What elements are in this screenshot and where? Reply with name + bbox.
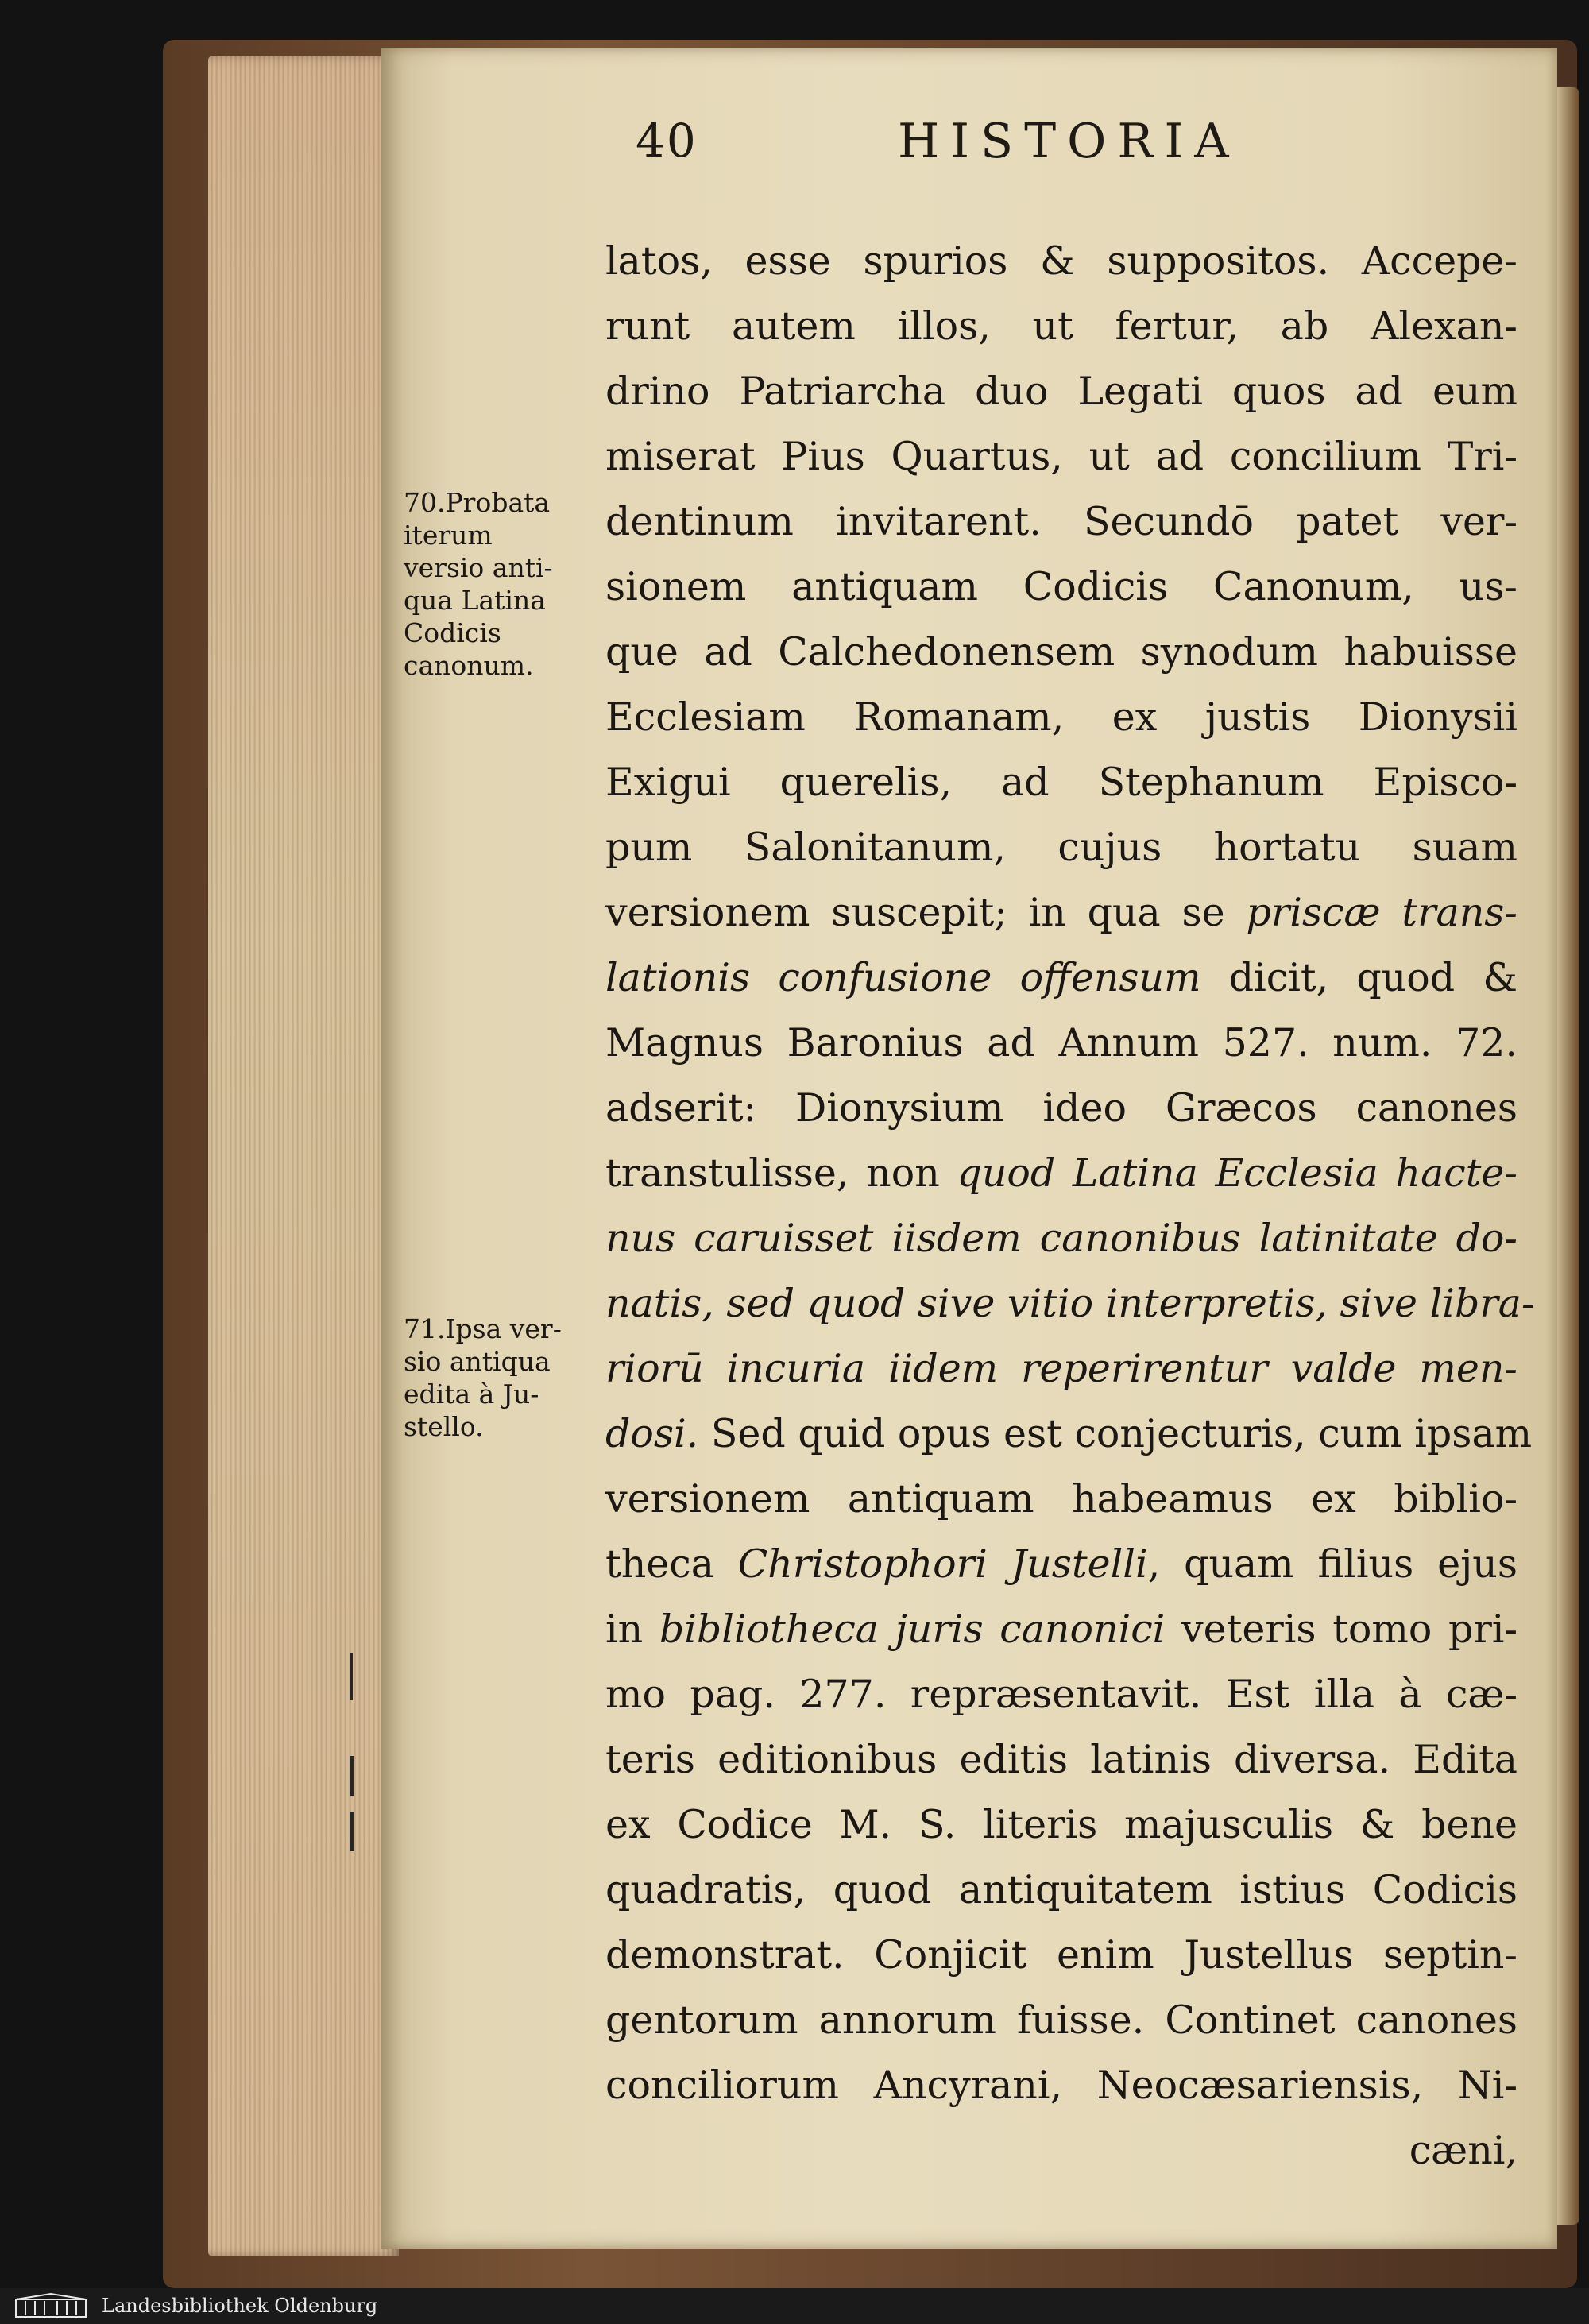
italic-text: priscæ trans- bbox=[1246, 890, 1517, 935]
text-line bbox=[605, 880, 1517, 945]
gutter-mark bbox=[350, 1653, 353, 1700]
italic-text: riorū incuria iidem reperirentur valde men- bbox=[605, 1346, 1517, 1391]
text-line: Magnus Baronius ad Annum 527. num. 72. bbox=[605, 1020, 1517, 1065]
roman-text: theca bbox=[605, 1541, 738, 1587]
text-line bbox=[605, 1336, 1517, 1402]
text-line: cæni, bbox=[1409, 2128, 1517, 2173]
italic-text: quod Latina Ecclesia hacte- bbox=[957, 1150, 1517, 1196]
page-edges-tint bbox=[208, 56, 399, 2256]
text-line: versionem antiquam habeamus ex biblio- bbox=[605, 1476, 1517, 1522]
text-line bbox=[605, 1597, 1517, 1662]
margin-note-line: edita à Ju- bbox=[404, 1379, 539, 1409]
body-text bbox=[605, 229, 1535, 2183]
margin-note-line: sio antiqua bbox=[404, 1346, 551, 1377]
margin-note-70 bbox=[404, 486, 602, 682]
roman-text: versionem suscepit; in qua se bbox=[605, 890, 1247, 935]
gutter-mark bbox=[350, 1812, 354, 1851]
text-line: sionem antiquam Codicis Canonum, us- bbox=[605, 564, 1517, 609]
text-line bbox=[605, 945, 1517, 1011]
text-line bbox=[605, 1141, 1517, 1206]
italic-text: Christophori Justelli bbox=[737, 1541, 1148, 1587]
book-right-edge bbox=[1557, 87, 1579, 2225]
margin-note-line: Codicis bbox=[404, 617, 501, 648]
margin-note-line: 70.Probata bbox=[404, 487, 551, 518]
library-building-icon bbox=[14, 2293, 87, 2318]
margin-note-line: versio anti- bbox=[404, 552, 553, 583]
margin-note-line: qua Latina bbox=[404, 585, 546, 616]
roman-text: in bbox=[605, 1607, 659, 1652]
text-line: pum Salonitanum, cujus hortatu suam bbox=[605, 825, 1517, 870]
roman-text: , quam filius ejus bbox=[1147, 1541, 1517, 1587]
text-line: conciliorum Ancyrani, Neocæsariensis, Ni- bbox=[605, 2063, 1517, 2108]
text-line bbox=[605, 1271, 1535, 1336]
text-line bbox=[605, 1402, 1533, 1467]
text-line: que ad Calchedonensem synodum habuisse bbox=[605, 629, 1517, 675]
text-line: demonstrat. Conjicit enim Justellus septin- bbox=[605, 1932, 1517, 1978]
library-name: Landesbibliothek Oldenburg bbox=[102, 2295, 378, 2317]
text-line: ex Codice M. S. literis majusculis & bene bbox=[605, 1802, 1517, 1847]
page-number: 40 bbox=[636, 114, 698, 168]
text-line: dentinum invitarent. Secundō patet ver- bbox=[605, 499, 1517, 544]
margin-note bbox=[404, 1313, 602, 1443]
italic-text: natis, sed quod sive vitio interpretis, sive libra- bbox=[605, 1281, 1535, 1326]
text-line: teris editionibus editis latinis diversa. Edita bbox=[605, 1737, 1517, 1782]
roman-text: veteris tomo pri- bbox=[1165, 1607, 1517, 1652]
margin-note bbox=[404, 486, 602, 682]
italic-text: bibliotheca juris canonici bbox=[659, 1607, 1166, 1652]
text-line: miserat Pius Quartus, ut ad concilium Tri- bbox=[605, 434, 1517, 479]
text-line bbox=[605, 1206, 1517, 1271]
margin-note-line: canonum. bbox=[404, 650, 534, 681]
text-line: quadratis, quod antiquitatem istius Codicis bbox=[605, 1867, 1517, 1912]
gutter-mark bbox=[350, 1756, 354, 1796]
italic-text: lationis confusione offensum bbox=[605, 955, 1201, 1000]
text-line: gentorum annorum fuisse. Continet canones bbox=[605, 1997, 1517, 2043]
text-line: Ecclesiam Romanam, ex justis Dionysii bbox=[605, 694, 1517, 740]
text-line: runt autem illos, ut fertur, ab Alexan- bbox=[605, 304, 1517, 349]
roman-text: dicit, quod & bbox=[1200, 955, 1517, 1000]
roman-text: transtulisse, non bbox=[605, 1150, 957, 1196]
margin-note-71 bbox=[404, 1313, 602, 1443]
footer-bar bbox=[0, 2288, 1589, 2324]
roman-text: Sed quid opus est conjecturis, cum ipsam bbox=[698, 1411, 1533, 1456]
margin-note-line: stello. bbox=[404, 1411, 484, 1442]
italic-text: dosi. bbox=[605, 1411, 699, 1456]
text-line: Exigui querelis, ad Stephanum Episco- bbox=[605, 760, 1517, 805]
text-line: mo pag. 277. repræsentavit. Est illa à cæ- bbox=[605, 1672, 1517, 1717]
text-line: adserit: Dionysium ideo Græcos canones bbox=[605, 1085, 1517, 1131]
text-line: drino Patriarcha duo Legati quos ad eum bbox=[605, 369, 1517, 414]
margin-note-line: 71.Ipsa ver- bbox=[404, 1313, 562, 1344]
page-header bbox=[604, 114, 1319, 185]
text-line bbox=[605, 1532, 1517, 1597]
text-line: latos, esse spurios & suppositos. Accepe- bbox=[605, 238, 1517, 284]
running-title: HISTORIA bbox=[898, 114, 1240, 169]
italic-text: nus caruisset iisdem canonibus latinitate do- bbox=[605, 1216, 1517, 1261]
margin-note-line: iterum bbox=[404, 520, 493, 551]
